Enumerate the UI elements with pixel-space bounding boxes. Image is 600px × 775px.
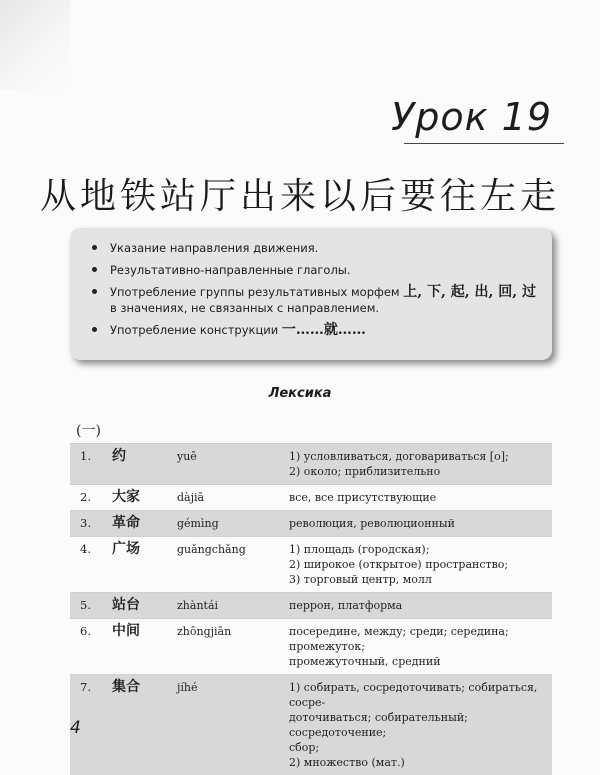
vocab-row [70, 485, 552, 511]
lesson-title-underline [404, 143, 564, 144]
vocab-meaning-line: 2) около; приблизительно [289, 464, 548, 479]
vocab-meaning-line: 1) собирать, сосредоточивать; собираться, сосре- [289, 680, 548, 710]
vocab-meaning-line: 2) множество (мат.) [289, 755, 548, 770]
vocab-meaning-line: промежуточный, средний [289, 654, 548, 669]
vocab-number: 7. [70, 675, 108, 775]
vocab-meaning-line: доточиваться; собирательный; сосредоточение; [289, 710, 548, 740]
vocab-meaning [285, 537, 552, 593]
vocab-pinyin: dàjiā [173, 485, 285, 511]
objective-text: Употребление группы результативных морфем [110, 285, 403, 299]
vocab-meaning-line: посередине, между; среди; середина; промежуток; [289, 624, 548, 654]
vocab-meaning [285, 593, 552, 619]
objective-item [92, 322, 538, 338]
vocab-number: 4. [70, 537, 108, 593]
vocab-meaning [285, 511, 552, 537]
vocab-pinyin: yuē [173, 444, 285, 485]
vocab-meaning [285, 485, 552, 511]
vocab-row [70, 619, 552, 675]
objective-item [92, 262, 538, 278]
vocab-row [70, 537, 552, 593]
vocab-number: 5. [70, 593, 108, 619]
vocab-word: 革命 [108, 511, 173, 537]
vocab-meaning-line: 1) условливаться, договариваться [о]; [289, 449, 548, 464]
vocabulary-table [70, 443, 552, 775]
vocab-number: 1. [70, 444, 108, 485]
vocab-pinyin: gémìng [173, 511, 285, 537]
objective-text: в значениях, не связанных с направлением. [110, 301, 379, 315]
vocab-meaning-line: революция, революционный [289, 516, 548, 531]
vocab-word: 集合 [108, 675, 173, 775]
lesson-objectives-box [70, 228, 552, 360]
vocab-row [70, 675, 552, 775]
vocab-row [70, 511, 552, 537]
vocab-meaning [285, 444, 552, 485]
vocab-meaning-line: 3) торговый центр, молл [289, 572, 548, 587]
vocab-meaning [285, 675, 552, 775]
objective-item [92, 284, 538, 316]
objective-item [92, 240, 538, 256]
vocab-number: 6. [70, 619, 108, 675]
objective-hanzi: 一……就…… [282, 322, 366, 338]
vocab-word: 广场 [108, 537, 173, 593]
objective-text: Употребление конструкции [110, 323, 282, 337]
objective-text: Указание направления движения. [110, 241, 318, 255]
vocab-word: 中间 [108, 619, 173, 675]
vocab-pinyin: zhàntái [173, 593, 285, 619]
lesson-title: Урок 19 [391, 95, 552, 139]
vocab-row [70, 444, 552, 485]
page-number: 4 [70, 718, 81, 738]
vocab-word: 约 [108, 444, 173, 485]
chinese-title: 从地铁站厅出来以后要往左走 [0, 168, 600, 219]
group-label: (一) [76, 420, 101, 440]
objective-hanzi: 上, 下, 起, 出, 回, 过 [403, 284, 536, 300]
vocab-meaning-line: 2) широкое (открытое) пространство; [289, 557, 548, 572]
vocab-meaning-line: перрон, платформа [289, 598, 548, 613]
vocab-pinyin: jíhé [173, 675, 285, 775]
section-title: Лексика [0, 386, 600, 401]
vocab-meaning [285, 619, 552, 675]
vocab-pinyin: guǎngchǎng [173, 537, 285, 593]
vocab-word: 大家 [108, 485, 173, 511]
vocab-pinyin: zhōngjiān [173, 619, 285, 675]
objective-text: Результативно-направленные глаголы. [110, 263, 351, 277]
page-corner-decoration [0, 0, 70, 90]
vocab-meaning-line: все, все присутствующие [289, 490, 548, 505]
vocab-row [70, 593, 552, 619]
vocab-meaning-line: 1) площадь (городская); [289, 542, 548, 557]
vocab-number: 3. [70, 511, 108, 537]
vocab-meaning-line: сбор; [289, 740, 548, 755]
vocab-word: 站台 [108, 593, 173, 619]
vocab-number: 2. [70, 485, 108, 511]
